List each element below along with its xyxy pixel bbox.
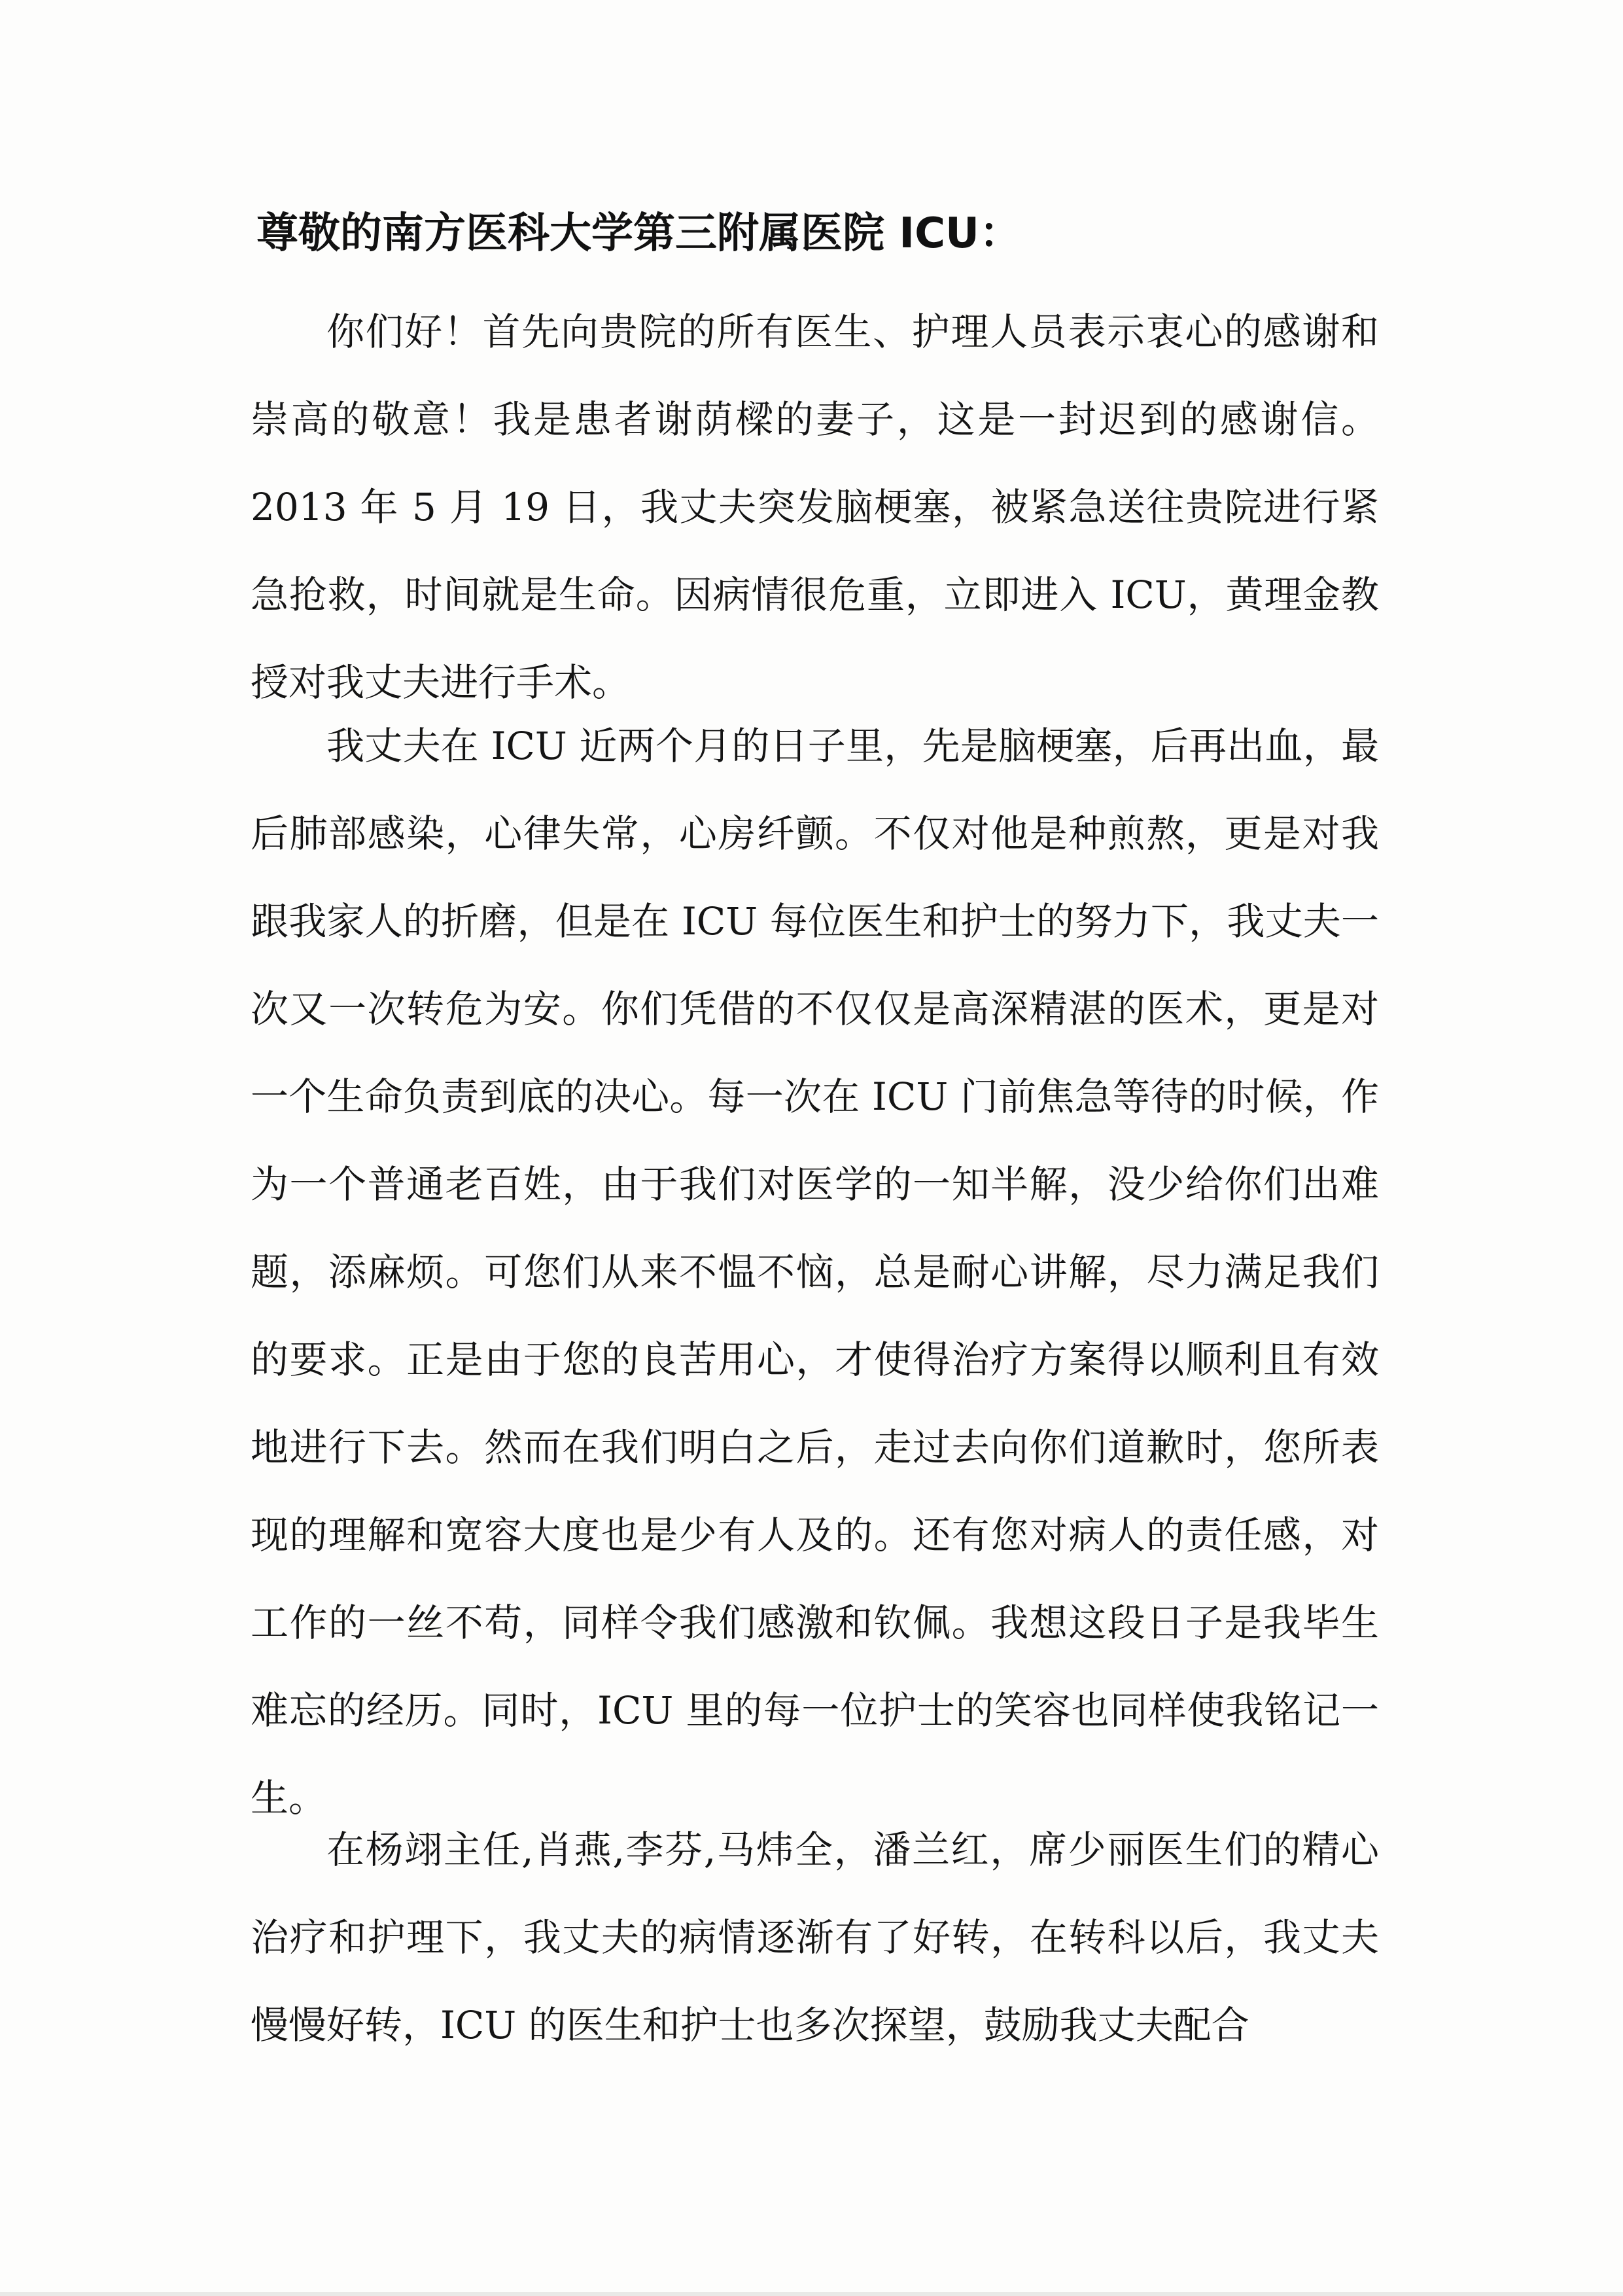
letter-salutation: 尊敬的南方医科大学第三附属医院 ICU： — [256, 209, 1022, 258]
scan-bottom-edge — [0, 2292, 1623, 2296]
letter-paragraph-3: 在杨翊主任,肖燕,李芬,马炜全，潘兰红，席少丽医生们的精心治疗和护理下，我丈夫的病情逐渐有了好转，在转科以后，我丈夫慢慢好转，ICU 的医生和护士也多次探望，鼓励我丈夫配合 — [251, 1828, 1379, 2047]
letter-paragraph-2: 我丈夫在 ICU 近两个月的日子里，先是脑梗塞，后再出血，最后肺部感染，心律失常，心房纤颤。不仅对他是种煎熬，更是对我跟我家人的折磨，但是在 ICU 每位医生和护士的努力下，我丈夫一次又一次转危为安。你们凭借的不仅仅是高深精湛的医术，更是对一个生命负责到底的决心。每一次在 ICU 门前焦急等待的时候，作为一个普通老百姓，由于我们对医学的一知半解，没少给你们出难题，添麻烦。可您们从来不愠不恼，总是耐心讲解，尽力满足我们的要求。正是由于您的良苦用心，才使得治疗方案得以顺利且有效地进行下去。然而在我们明白之后，走过去向你们道歉时，您所表现的理解和宽容大度也是少有人及的。还有您对病人的责任感，对工作的一丝不苟，同样令我们感激和钦佩。我想这段日子是我毕生难忘的经历。同时，ICU 里的每一位护士的笑容也同样使我铭记一生。 — [251, 724, 1379, 1820]
letter-paragraph-1: 你们好！首先向贵院的所有医生、护理人员表示衷心的感谢和崇高的敬意！我是患者谢荫樑的妻子，这是一封迟到的感谢信。2013 年 5 月 19 日，我丈夫突发脑梗塞，被紧急送往贵院进行紧急抢救，时间就是生命。因病情很危重，立即进入 ICU，黄理金教授对我丈夫进行手术。 — [251, 309, 1379, 705]
